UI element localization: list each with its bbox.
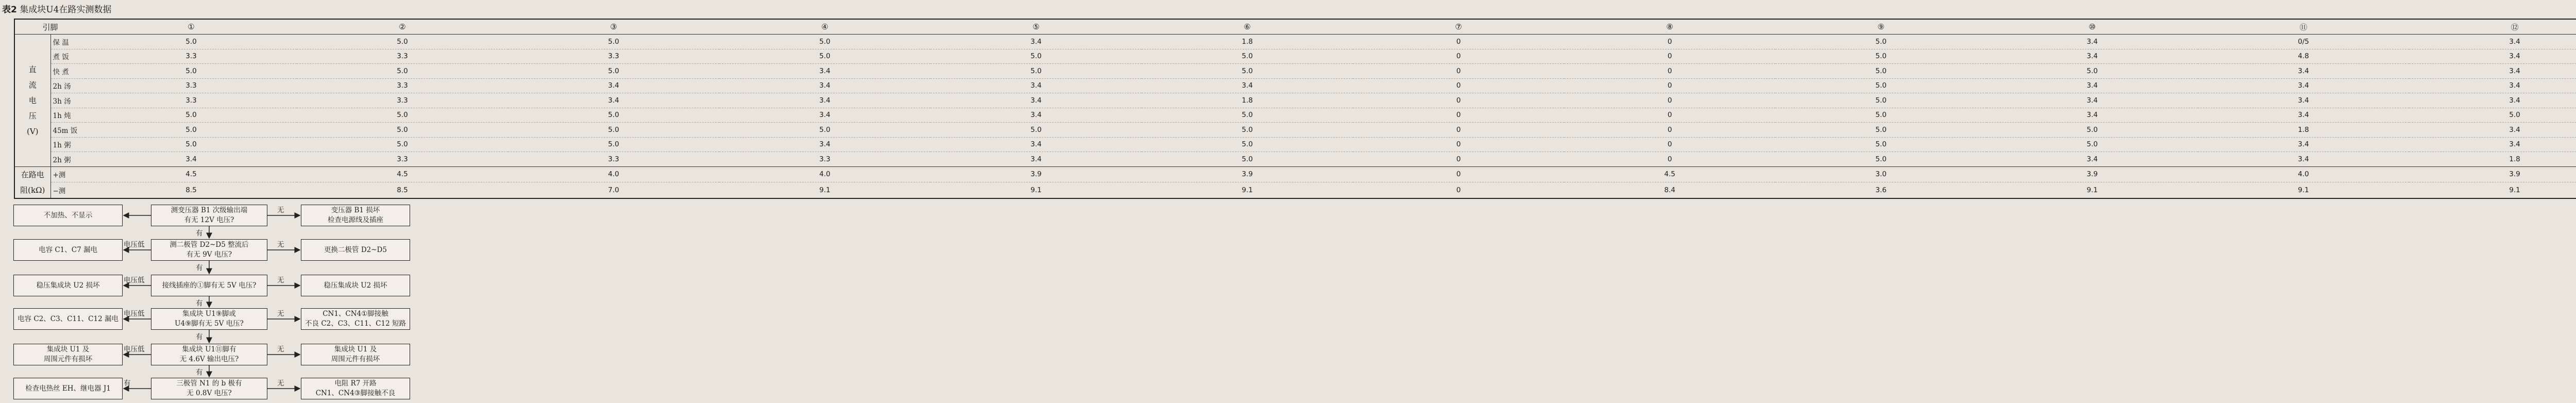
flow-yes-label: 有 [196,229,203,238]
table-cell: 0 [1353,137,1564,152]
flow-right-box [301,239,410,261]
table-cell: 3.3 [297,78,508,93]
table-cell: 5.0 [86,64,297,79]
table-cell: 0 [1564,49,1775,64]
row-label: +测 [50,166,86,182]
table-cell: 5.0 [508,35,719,49]
table-cell: 3.3 [86,78,297,93]
table-cell: 9.1 [930,182,1142,198]
table-cell: 4.8 [2198,49,2409,64]
table-cell: 5.0 [1142,123,1353,138]
table-cell: 5.0 [1142,137,1353,152]
table-cell: 3.4 [1987,93,2198,108]
flow-left-box-text [25,384,111,394]
header-pin: ⑫ [2409,19,2576,35]
table-cell: 0 [1353,35,1564,49]
row-label: 1h 炖 [50,108,86,123]
table-cell: 3.0 [1775,166,1987,182]
flow-center-box [151,205,267,226]
flow-right-box-text [324,245,387,255]
table-cell: 5.0 [719,123,930,138]
flow-left-box-line: 周围元件有损坏 [43,355,93,363]
flow-center-box [151,275,267,296]
table-cell: 3.4 [2409,64,2576,79]
table-cell: 5.0 [1987,137,2198,152]
table-cell: 1.8 [1142,35,1353,49]
flow-left-box [13,205,123,226]
flow-right-box-line: 检查电源线及插座 [328,216,383,224]
table-cell: 3.9 [930,166,1142,182]
flow-center-box-line: 测变压器 B1 次级输出端 [171,206,248,214]
table-cell: 5.0 [930,123,1142,138]
table-cell: 3.4 [2409,93,2576,108]
flow-left-box-line: 检查电热丝 EH、继电器 J1 [25,384,111,393]
table-cell: 5.0 [719,49,930,64]
flow-no-label: 无 [277,206,284,214]
table-cell: 5.0 [1775,152,1987,167]
flow-right-box [301,205,410,226]
table-number: 表2 [2,5,17,15]
table-cell: 3.9 [1987,166,2198,182]
table-cell: 0 [1564,64,1775,79]
flow-no-label: 无 [277,310,284,318]
table-caption: 集成块U4在路实测数据 [20,5,112,15]
table-cell: 0 [1353,108,1564,123]
table-cell: 0 [1353,152,1564,167]
table-cell: 3.4 [2198,93,2409,108]
voltage-group-line: 压 [28,111,37,121]
table-cell: 3.4 [2198,137,2409,152]
flow-right-box-line: CN1、CN4③脚接触不良 [315,389,396,397]
flow-right-box-line: 集成块 U1 及 [334,345,377,354]
flow-right-box [301,308,410,330]
flow-left-box-line: 不加热、不显示 [43,211,93,220]
flow-right-box-text [316,379,396,398]
table-cell: 3.3 [86,49,297,64]
table-cell: 4.0 [508,166,719,182]
flow-right-box-line: 电阻 R7 开路 [334,379,377,388]
table-cell: 3.4 [2409,137,2576,152]
table-cell: 5.0 [1775,64,1987,79]
flow-left-label: 电压低 [124,241,145,249]
flow-left-box-line: 电容 C1、C7 漏电 [39,245,97,254]
table-cell: 0 [1353,78,1564,93]
table-cell: 8.5 [297,182,508,198]
flow-left-box [13,308,123,330]
table-cell: 9.1 [2198,182,2409,198]
table-cell: 9.1 [1142,182,1353,198]
table-cell: 0 [1353,49,1564,64]
table-cell: 3.4 [719,108,930,123]
header-pin-label: 引脚 [14,19,86,35]
table-cell: 3.4 [930,108,1142,123]
table-cell: 3.4 [2409,35,2576,49]
table-cell: 3.4 [86,152,297,167]
table-cell: 5.0 [1775,35,1987,49]
table-cell: 5.0 [1142,108,1353,123]
table-cell: 5.0 [508,108,719,123]
row-label: 3h 汤 [50,93,86,108]
table-cell: 8.4 [1564,182,1775,198]
table-cell: 5.0 [1987,64,2198,79]
table-cell: 3.4 [2198,152,2409,167]
table-cell: 3.4 [719,78,930,93]
table-cell: 5.0 [1775,49,1987,64]
header-pin: ④ [719,19,930,35]
table-cell: 3.4 [2409,123,2576,138]
flow-left-label: 电压低 [124,276,145,284]
flowchart-connectors [0,0,439,403]
resistance-group-line: 在路电 [21,170,44,179]
table-cell: 0 [1564,78,1775,93]
flow-right-box-text [324,281,387,291]
flow-center-box [151,239,267,261]
table-cell: 9.1 [2409,182,2576,198]
table-cell: 5.0 [508,123,719,138]
flow-center-box-text [176,379,242,398]
header-pin: ① [86,19,297,35]
table-cell: 3.4 [719,64,930,79]
flow-center-box-text [175,309,244,329]
table-cell: 5.0 [930,49,1142,64]
table-cell: 0 [1564,108,1775,123]
header-pin: ⑥ [1142,19,1353,35]
header-pin: ③ [508,19,719,35]
header-pin: ⑧ [1564,19,1775,35]
header-pin: ⑩ [1987,19,2198,35]
table-cell: 3.4 [1987,152,2198,167]
table-cell: 3.6 [1775,182,1987,198]
table-cell: 0 [1353,93,1564,108]
flow-no-label: 无 [277,241,284,249]
table-cell: 3.3 [508,152,719,167]
row-label: 快 煮 [50,64,86,79]
table-cell: 5.0 [297,35,508,49]
table-cell: 0 [1353,64,1564,79]
flow-left-label: 有 [124,379,131,388]
flow-left-box-text [44,345,93,364]
table-cell: 3.4 [2409,49,2576,64]
header-pin: ⑪ [2198,19,2409,35]
table-cell: 3.4 [1987,108,2198,123]
flow-right-box-line: 周围元件有损坏 [331,355,380,363]
flow-center-box-text [171,206,248,225]
table-cell: 0 [1564,152,1775,167]
table-cell: 4.0 [2198,166,2409,182]
table-cell: 3.3 [297,49,508,64]
voltage-group-line: 直 [28,64,37,74]
table-cell: 5.0 [930,64,1142,79]
flow-left-box [13,275,123,296]
flow-right-box-line: 不良 C2、C3、C11、C12 短路 [305,320,406,328]
table-cell: 3.3 [297,152,508,167]
table-cell: 3.4 [719,137,930,152]
table-cell: 4.5 [297,166,508,182]
table-cell: 4.5 [86,166,297,182]
table-cell: 1.8 [1142,93,1353,108]
flow-right-box-line: 变压器 B1 损坏 [331,206,380,214]
row-label: 1h 粥 [50,137,86,152]
flow-right-box-line: 稳压集成块 U2 损坏 [324,281,387,290]
table-cell: 0 [1353,166,1564,182]
flow-left-box-line: 集成块 U1 及 [46,345,90,354]
table-cell: 3.4 [719,93,930,108]
flow-left-label: 电压低 [124,310,145,318]
table-cell: 3.4 [930,78,1142,93]
flow-right-box [301,344,410,365]
flow-center-box-line: 集成块 U1⑨脚或 [182,310,236,318]
flow-right-box-line: CN1、CN4①脚接触 [323,310,388,318]
flow-left-box [13,378,123,399]
header-pin: ⑤ [930,19,1142,35]
table-cell: 5.0 [297,108,508,123]
row-label: 45m 饭 [50,123,86,138]
table-cell: 9.1 [719,182,930,198]
table-cell: 7.0 [508,182,719,198]
flow-left-box-line: 稳压集成块 U2 损坏 [36,281,100,290]
flow-center-box-text [170,240,248,260]
flow-center-box-line: 测二极管 D2~D5 整流后 [170,241,249,249]
row-label: 保 温 [50,35,86,49]
table-cell: 8.5 [86,182,297,198]
table-cell: 5.0 [86,108,297,123]
flow-yes-label: 有 [196,299,203,308]
table-cell: 3.4 [930,152,1142,167]
table-cell: 5.0 [1142,49,1353,64]
table-cell: 0/5 [2198,35,2409,49]
voltage-group-line: (V) [26,126,39,136]
table-cell: 5.0 [297,64,508,79]
row-label: 煮 饭 [50,49,86,64]
table-cell: 3.4 [2198,64,2409,79]
table-cell: 3.4 [2198,78,2409,93]
table-cell: 5.0 [1775,78,1987,93]
table-cell: 3.4 [1987,35,2198,49]
resistance-group-line: 阻(kΩ) [20,185,45,195]
flow-right-box-text [331,345,380,364]
row-label: −测 [50,182,86,198]
table-cell: 3.4 [930,137,1142,152]
table-cell: 3.3 [86,93,297,108]
table-cell: 5.0 [86,137,297,152]
table-cell: 5.0 [1142,152,1353,167]
table-cell: 5.0 [1987,123,2198,138]
flow-center-box-line: 接线插座的①脚有无 5V 电压? [162,281,257,290]
table-cell: 0 [1353,123,1564,138]
flow-left-label: 电压低 [124,345,145,354]
table-cell: 3.3 [297,93,508,108]
flow-left-box-line: 电容 C2、C3、C11、C12 漏电 [18,314,118,323]
table-cell: 3.3 [508,49,719,64]
flow-no-label: 无 [277,379,284,388]
table-cell: 5.0 [1775,108,1987,123]
flow-left-box-text [44,211,93,221]
flow-center-box-text [162,281,257,291]
flow-yes-label: 有 [196,368,203,377]
voltage-group-line: 电 [28,95,37,105]
flow-no-label: 无 [277,345,284,354]
flow-center-box-line: U4⑨脚有无 5V 电压? [175,320,244,328]
table-cell: 5.0 [1775,137,1987,152]
flow-right-box-line: 更换二极管 D2~D5 [324,245,387,254]
flow-left-box-text [39,245,97,255]
flow-right-box-text [328,206,383,225]
flow-center-box-line: 集成块 U1⑪脚有 [182,345,236,354]
table-cell: 3.4 [508,78,719,93]
table-cell: 4.5 [1564,166,1775,182]
table-cell: 5.0 [1775,123,1987,138]
flow-center-box-line: 三极管 N1 的 b 极有 [176,379,242,388]
flow-right-box [301,275,410,296]
row-label: 2h 粥 [50,152,86,167]
table-cell: 5.0 [297,137,508,152]
table-cell: 0 [1564,123,1775,138]
table-cell: 5.0 [297,123,508,138]
flow-center-box [151,308,267,330]
table-cell: 3.3 [719,152,930,167]
flow-left-box-text [36,281,99,291]
table-cell: 3.4 [508,93,719,108]
table-cell: 1.8 [2198,123,2409,138]
flow-right-box [301,378,410,399]
table-cell: 3.9 [1142,166,1353,182]
table-cell: 3.4 [1987,78,2198,93]
table-cell: 5.0 [2409,108,2576,123]
flow-center-box-line: 有无 9V 电压? [186,250,232,259]
flow-center-box [151,378,267,399]
flow-center-box-text [180,345,239,364]
flow-yes-label: 有 [196,333,203,341]
table-cell: 5.0 [1142,64,1353,79]
flow-center-box-line: 无 0.8V 电压? [187,389,232,397]
table-cell: 5.0 [719,35,930,49]
table-cell: 5.0 [508,64,719,79]
table-cell: 0 [1564,93,1775,108]
table-cell: 5.0 [1775,93,1987,108]
table-cell: 3.4 [930,35,1142,49]
flow-center-box-line: 无 4.6V 输出电压? [179,355,239,363]
flow-right-box-text [305,309,406,329]
table-cell: 5.0 [86,123,297,138]
header-pin: ⑦ [1353,19,1564,35]
table-cell: 0 [1564,137,1775,152]
table-cell: 0 [1353,182,1564,198]
flow-left-box [13,239,123,261]
flow-no-label: 无 [277,276,284,284]
table-cell: 3.4 [2409,78,2576,93]
table-cell: 9.1 [1987,182,2198,198]
table-cell: 3.4 [930,93,1142,108]
table-cell: 5.0 [86,35,297,49]
flow-center-box [151,344,267,365]
header-pin: ⑨ [1775,19,1987,35]
flow-center-box-line: 有无 12V 电压? [184,216,234,224]
table-cell: 3.4 [1142,78,1353,93]
table-cell: 3.9 [2409,166,2576,182]
table-cell: 4.0 [719,166,930,182]
flow-left-box-text [18,314,118,324]
table-cell: 3.4 [1987,49,2198,64]
table-cell: 3.4 [2198,108,2409,123]
header-pin: ② [297,19,508,35]
flow-left-box [13,344,123,365]
table-cell: 5.0 [508,137,719,152]
table-cell: 1.8 [2409,152,2576,167]
table-cell: 0 [1564,35,1775,49]
row-label: 2h 汤 [50,78,86,93]
voltage-group-line: 流 [28,80,37,90]
flow-yes-label: 有 [196,264,203,272]
